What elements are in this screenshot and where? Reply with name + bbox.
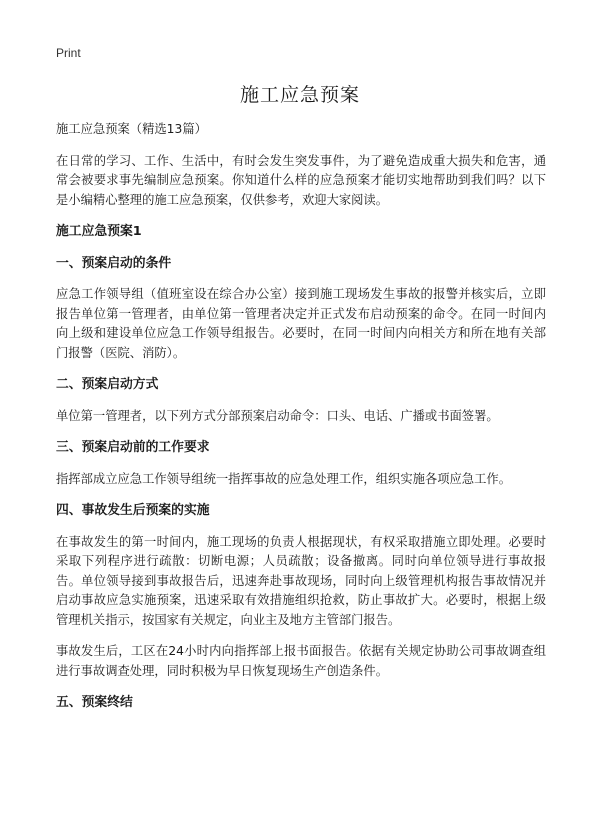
- page-title: 施工应急预案: [239, 84, 360, 106]
- section-paragraph-4a: 在事故发生的第一时间内，施工现场的负责人根据现状，有权采取措施立即处理。必要时采取下列程序进行疏散：切断电源；人员疏散；设备撤离。同时向单位领导进行事故报告。单位领导接到事故报告后，迅速奔赴事故现场，同时向上级管理机构报告事故情况并启动事故应急实施预案，迅速采取有效措施组织抢救，防止事故扩大。必要时，根据上级管理机关指示，按国家有关规定，向业主及地方主管部门报告。: [56, 534, 546, 627]
- section-heading-4: 四、事故发生后预案的实施: [56, 503, 210, 518]
- section-paragraph-1: 应急工作领导组（值班室设在综合办公室）接到施工现场发生事故的报警并核实后，立即报告单位第一管理者，由单位第一管理者决定并正式发布启动预案的命令。在同一时间内向上级和建设单位应急工作领导组报告。必要时，在同一时间内向相关方和所在地有关部门报警（医院、消防）。: [56, 287, 546, 360]
- intro-paragraph: 在日常的学习、工作、生活中，有时会发生突发事件，为了避免造成重大损失和危害，通常会被要求事先编制应急预案。你知道什么样的应急预案才能切实地帮助到我们吗？以下是小编精心整理的施工应急预案，仅供参考，欢迎大家阅读。: [56, 153, 546, 207]
- print-link[interactable]: Print: [56, 46, 81, 60]
- document-subtitle: 施工应急预案（精选13篇）: [56, 122, 207, 136]
- section-paragraph-4b: 事故发生后，工区在24小时内向指挥部上报书面报告。依据有关规定协助公司事故调查组进行事故调查处理，同时积极为早日恢复现场生产创造条件。: [56, 644, 546, 678]
- section-heading-3: 三、预案启动前的工作要求: [56, 440, 210, 455]
- document-body: [56, 120, 546, 725]
- section-heading-5: 五、预案终结: [56, 695, 133, 710]
- section-heading-2: 二、预案启动方式: [56, 377, 159, 392]
- section-paragraph-2: 单位第一管理者，以下列方式分部预案启动命令：口头、电话、广播或书面签署。: [56, 408, 499, 423]
- article-heading: 施工应急预案1: [56, 224, 142, 239]
- section-paragraph-3: 指挥部成立应急工作领导组统一指挥事故的应急处理工作，组织实施各项应急工作。: [56, 471, 511, 486]
- section-heading-1: 一、预案启动的条件: [56, 255, 172, 271]
